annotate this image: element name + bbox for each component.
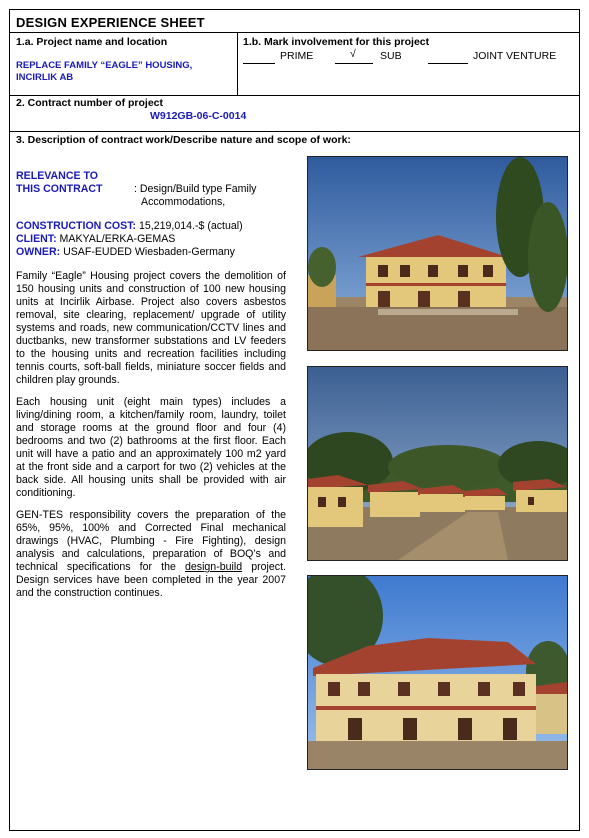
housing-photo-1 xyxy=(307,156,568,351)
joint-venture-option: JOINT VENTURE xyxy=(473,50,557,62)
divider xyxy=(10,131,579,132)
cost-client-owner xyxy=(16,220,286,259)
paragraph-responsibility xyxy=(16,509,286,600)
owner-value: USAF-EUDED Wiesbaden-Germany xyxy=(60,246,235,258)
housing-photo-2 xyxy=(307,366,568,561)
project-name: REPLACE FAMILY “EAGLE” HOUSING, INCIRLIK AB xyxy=(16,60,193,83)
description-header: 3. Description of contract work/Describe nature and scope of work: xyxy=(16,134,351,146)
paragraph-housing-units: Each housing unit (eight main types) includes a living/dining room, a kitchen/family room, laundry, toilet and storage rooms at the ground floor and four (4) bedrooms and two (2) bathrooms at the first floor. Each unit will have a patio and an approximately 100 m2 yard at the front side and a carport for two (2) vehicles at the back side. All housing units shall be provided with air conditioning. xyxy=(16,396,286,499)
relevance-value-2: Accommodations, xyxy=(141,196,226,208)
cost-label: CONSTRUCTION COST: xyxy=(16,220,137,232)
client-value: MAKYAL/ERKA-GEMAS xyxy=(56,233,176,245)
paragraph-text: GEN-TES responsibility covers the preparation of the 65%, 95%, 100% and Corrected Final mechanical drawings (HVAC, Plumbing - Fire Fighting), design analysis and calculations, preparation of BOQ’s and technical specifications for the xyxy=(16,509,286,573)
contract-number: W912GB-06-C-0014 xyxy=(150,110,247,122)
paragraph-text: project. Design services have been completed in the year 2007 and the construction continues. xyxy=(16,561,286,599)
sub-blank xyxy=(335,63,373,64)
cost-value: 15,219,014.-$ (actual) xyxy=(136,220,243,232)
sub-option: SUB xyxy=(380,50,402,62)
relevance-label-2: THIS CONTRACT xyxy=(16,183,103,195)
prime-blank xyxy=(243,63,275,64)
design-experience-sheet xyxy=(9,9,580,831)
divider xyxy=(10,32,579,33)
relevance-block xyxy=(16,170,286,208)
relevance-value-1: : Design/Build type Family xyxy=(134,183,257,195)
involvement-header: 1.b. Mark involvement for this project xyxy=(243,36,430,48)
check-mark-icon: √ xyxy=(350,48,356,60)
divider xyxy=(237,32,238,95)
prime-option: PRIME xyxy=(280,50,314,62)
design-build-text: design-build xyxy=(184,561,243,573)
sheet-title: DESIGN EXPERIENCE SHEET xyxy=(16,15,205,30)
paragraph-scope: Family “Eagle” Housing project covers the demolition of 150 housing units and construction of 100 new housing units at Incirlik Airbase. Project also covers asbestos removal, site clearing, replacement/ upgrade of utility systems and roads, new communication/CCTV lines and ductbanks, new transformer substations and LV feeders to the housing units and recreation facilities including tennis courts, soft-ball fields, miniature soccer fields and children play grounds. xyxy=(16,270,286,386)
owner-label: OWNER: xyxy=(16,246,61,258)
divider xyxy=(10,95,579,96)
joint-venture-blank xyxy=(428,63,468,64)
contract-header: 2. Contract number of project xyxy=(16,97,164,109)
housing-photo-3 xyxy=(307,575,568,770)
client-label: CLIENT: xyxy=(16,233,57,245)
relevance-label-1: RELEVANCE TO xyxy=(16,170,99,182)
project-name-header: 1.a. Project name and location xyxy=(16,36,168,48)
